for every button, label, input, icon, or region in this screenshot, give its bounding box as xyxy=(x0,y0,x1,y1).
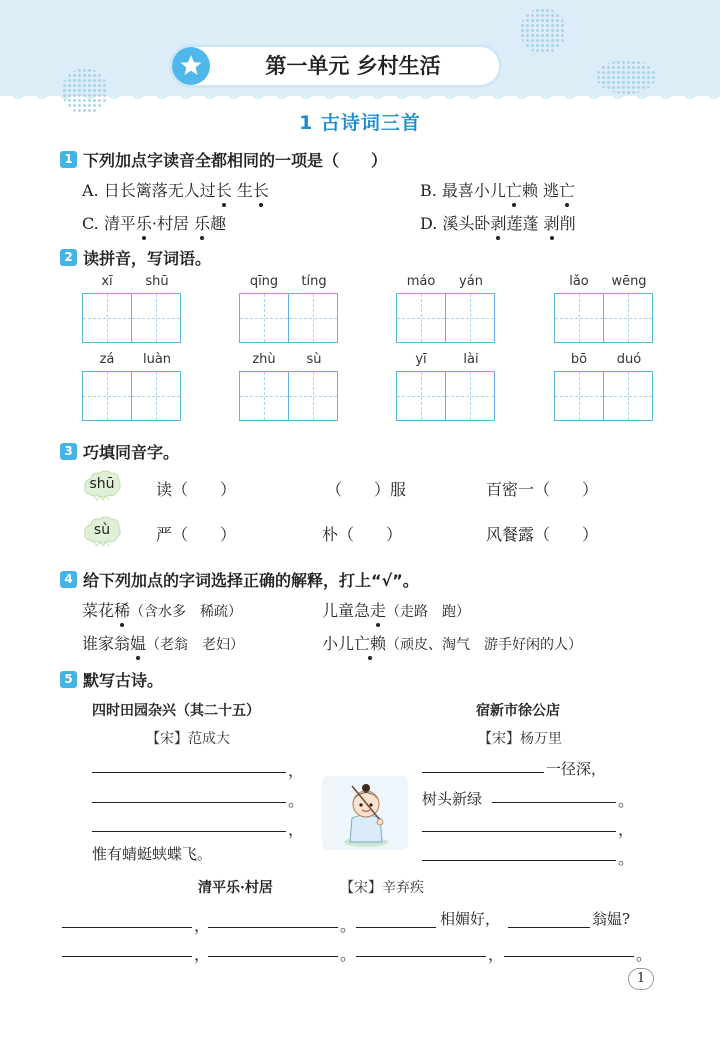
punctuation: 。 xyxy=(618,791,635,810)
question-5-prompt: 默写古诗。 xyxy=(83,671,164,690)
writing-grid-cell[interactable] xyxy=(603,293,653,343)
question-1-header xyxy=(60,148,387,171)
fill-line[interactable] xyxy=(492,802,616,803)
q3-pinyin-2: sù xyxy=(93,522,111,538)
pinyin-label: xī xyxy=(101,274,113,289)
writing-grid-cell[interactable] xyxy=(396,371,446,421)
question-number: 1 xyxy=(60,151,77,168)
pinyin-label: yán xyxy=(459,274,483,289)
pinyin-label: tíng xyxy=(301,274,327,289)
fill-line[interactable] xyxy=(356,927,436,928)
poem-author: 【宋】辛弃疾 xyxy=(340,880,424,896)
punctuation: ， xyxy=(194,916,211,935)
writing-grid-cell[interactable] xyxy=(603,371,653,421)
q3-pinyin-1: shū xyxy=(89,476,115,492)
pinyin-label: bō xyxy=(570,352,588,367)
pinyin-label: yī xyxy=(415,352,427,367)
q4-item[interactable]: 儿童急走（走路 跑） xyxy=(322,598,470,621)
writing-grid-cell[interactable] xyxy=(131,371,181,421)
pinyin-label: máo xyxy=(406,274,436,289)
fill-line[interactable] xyxy=(422,772,544,773)
poem-author: 【宋】杨万里 xyxy=(478,731,562,747)
q1-option-d: D. 溪头卧剥莲蓬 剥削 xyxy=(420,211,576,234)
q4-item[interactable]: 菜花稀（含水多 稀疏） xyxy=(82,598,242,621)
fill-line[interactable] xyxy=(422,860,616,861)
punctuation: 。 xyxy=(288,791,305,810)
page-number: 1 xyxy=(628,968,654,990)
unit-title: 第一单元 乡村生活 xyxy=(265,54,441,78)
pinyin-label: wēng xyxy=(611,274,647,289)
decor-dots xyxy=(520,8,566,54)
q1-option-b: B. 最喜小儿亡赖 逃亡 xyxy=(420,178,575,201)
q1-option-a: A. 日长篱落无人过长 生长 xyxy=(82,178,269,201)
question-5-header xyxy=(60,668,163,691)
punctuation: 。 xyxy=(340,916,357,935)
punctuation: 。 xyxy=(340,945,357,964)
pinyin-label: sù xyxy=(306,352,322,367)
writing-grid-cell[interactable] xyxy=(445,293,495,343)
poem-line: 相媚好， xyxy=(440,910,501,928)
punctuation: ， xyxy=(194,945,211,964)
punctuation: ， xyxy=(488,945,505,964)
q4-item[interactable]: 小儿亡赖（顽皮、淘气 游手好闲的人） xyxy=(322,631,582,654)
question-2-prompt: 读拼音，写词语。 xyxy=(83,249,212,268)
poem-line: 翁媪? xyxy=(592,910,631,928)
question-3-header xyxy=(60,440,179,463)
writing-grid-cell[interactable] xyxy=(445,371,495,421)
question-1-prompt: 下列加点字读音全都相同的一项是（ ） xyxy=(83,151,388,170)
question-number: 2 xyxy=(60,249,77,266)
q3-blank[interactable]: 风餐露（ ） xyxy=(486,525,599,544)
q3-blank[interactable]: 百密一（ ） xyxy=(486,480,599,499)
writing-grid-cell[interactable] xyxy=(554,293,604,343)
pinyin-label: luàn xyxy=(142,352,172,367)
fill-line[interactable] xyxy=(504,956,634,957)
fill-line[interactable] xyxy=(92,831,286,832)
pinyin-label: duó xyxy=(616,352,642,367)
q3-blank[interactable]: 朴（ ） xyxy=(322,525,403,544)
question-number: 4 xyxy=(60,571,77,588)
pinyin-label: lài xyxy=(463,352,479,367)
question-4-prompt: 给下列加点的字词选择正确的解释，打上“√”。 xyxy=(83,571,419,590)
poem-line: 树头新绿 xyxy=(422,790,483,808)
question-3-prompt: 巧填同音字。 xyxy=(83,443,180,462)
writing-grid-cell[interactable] xyxy=(288,293,338,343)
fill-line[interactable] xyxy=(92,772,286,773)
lesson-title: 1 古诗词三首 xyxy=(299,112,421,134)
decor-dots xyxy=(596,60,656,94)
q3-blank[interactable]: 严（ ） xyxy=(156,525,237,544)
fill-line[interactable] xyxy=(62,927,192,928)
writing-grid-cell[interactable] xyxy=(554,371,604,421)
child-scholar-illustration xyxy=(322,776,408,850)
punctuation: ， xyxy=(618,820,635,839)
punctuation: 。 xyxy=(636,945,653,964)
question-2-header xyxy=(60,246,211,269)
poem-title: 四时田园杂兴（其二十五） xyxy=(92,703,260,719)
pinyin-label: zhù xyxy=(252,352,276,367)
pinyin-label: shū xyxy=(145,274,169,289)
writing-grid-cell[interactable] xyxy=(396,293,446,343)
question-4-header xyxy=(60,568,419,591)
fill-line[interactable] xyxy=(208,956,338,957)
writing-grid-cell[interactable] xyxy=(131,293,181,343)
question-number: 5 xyxy=(60,671,77,688)
poem-author: 【宋】范成大 xyxy=(146,731,230,747)
fill-line[interactable] xyxy=(208,927,338,928)
punctuation: 。 xyxy=(618,849,635,868)
pinyin-label: lǎo xyxy=(569,274,589,289)
question-number: 3 xyxy=(60,443,77,460)
fill-line[interactable] xyxy=(92,802,286,803)
poem-line: 一径深， xyxy=(546,760,607,778)
punctuation: ， xyxy=(288,820,305,839)
q1-option-c: C. 清平乐·村居 乐趣 xyxy=(82,211,226,234)
unit-title-pill xyxy=(172,47,499,85)
writing-grid-cell[interactable] xyxy=(82,293,132,343)
writing-grid-cell[interactable] xyxy=(82,371,132,421)
q4-item[interactable]: 谁家翁媪（老翁 老妇） xyxy=(82,631,244,654)
fill-line[interactable] xyxy=(508,927,590,928)
star-icon xyxy=(172,47,210,85)
poem-title: 清平乐·村居 xyxy=(198,880,273,896)
q3-blank[interactable]: 读（ ） xyxy=(156,480,237,499)
q3-blank[interactable]: （ ）服 xyxy=(326,480,407,499)
poem-line: 惟有蜻蜓蛱蝶飞。 xyxy=(92,845,213,863)
writing-grid-cell[interactable] xyxy=(288,371,338,421)
pinyin-label: zá xyxy=(99,352,115,367)
punctuation: ， xyxy=(288,761,305,780)
fill-line[interactable] xyxy=(356,956,486,957)
writing-grid-cell[interactable] xyxy=(239,371,289,421)
fill-line[interactable] xyxy=(62,956,192,957)
poem-title: 宿新市徐公店 xyxy=(476,703,560,719)
pinyin-label: qīng xyxy=(249,274,279,289)
fill-line[interactable] xyxy=(422,831,616,832)
writing-grid-cell[interactable] xyxy=(239,293,289,343)
